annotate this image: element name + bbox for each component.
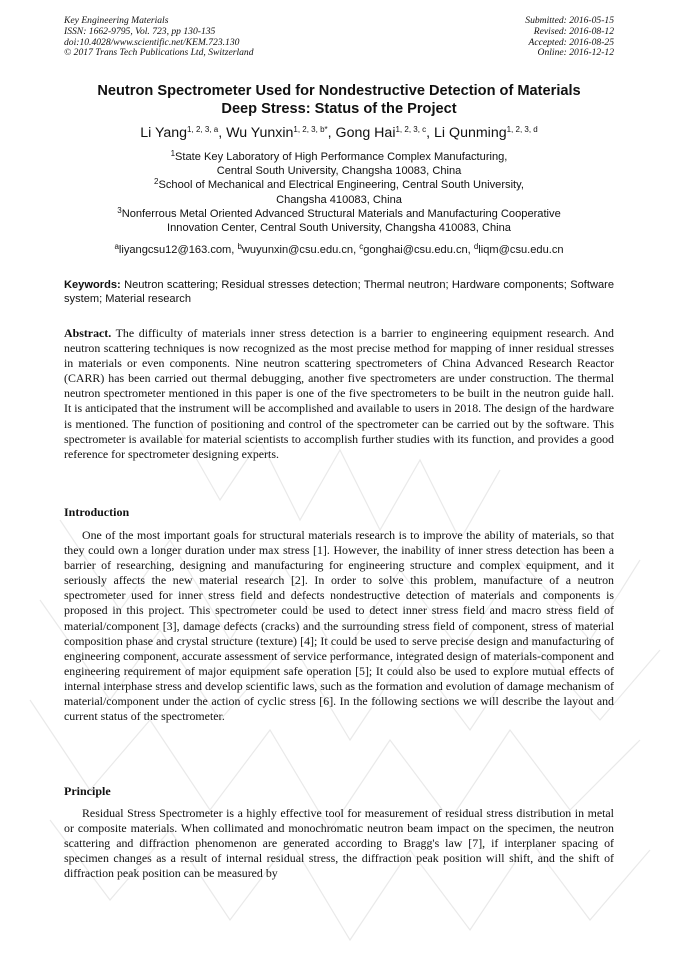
author-name: Wu Yunxin <box>226 125 294 141</box>
email-mark: a <box>114 242 119 251</box>
abstract-label: Abstract. <box>64 326 112 340</box>
journal-name: Key Engineering Materials <box>64 15 169 26</box>
affiliations <box>64 150 614 235</box>
email-separator: , <box>231 244 238 256</box>
affiliation-1 <box>64 150 614 178</box>
email-link[interactable]: wuyunxin@csu.edu.cn <box>241 244 354 256</box>
publication-dates <box>525 16 614 59</box>
title-line-2: Deep Stress: Status of the Project <box>221 101 457 117</box>
principle-heading: Principle <box>64 784 111 798</box>
affiliation-line: School of Mechanical and Electrical Engineering, Central South University, <box>158 179 524 192</box>
affiliation-line: Central South University, Changsha 10083, China <box>216 165 462 178</box>
email-mark: b <box>237 242 242 251</box>
introduction-text: One of the most important goals for structural materials research is to improve the ability of materials, so that they could own a longer duration under max stress [1]. However, the inability of inner stress detection has been a barrier of researching, designing and manufacturing for engineering structure and complex equipment, and it seriously affects the new material research [2]. In order to solve this problem, manufacture of a neutron spectrometer used for inner stress field and defects nondestructive detection of materials and components is proposed in this project. This spectrometer could be used to detect inner stress field and macro stress field of material/component [3], damage defects (cracks) and the surrounding stress field of component, stress of material composition phase and crystal structure (texture) [4]; It could be used to serve precise design and manufacturing of engineering component, accurate assessment of service performance, integrated design of materials-component and engineering requirement of major equipment safe operation [5]; It could also be used to explore mutual effects of internal interphase stress and develop scientific laws, such as the formation and evolution of damage mechanism of material/component under the action of cyclic stress [6]. In the following sections we will describe the layout and current status of the spectrometer. <box>64 528 614 724</box>
affiliation-number: 2 <box>154 177 159 187</box>
title-line-1: Neutron Spectrometer Used for Nondestructive Detection of Materials <box>97 83 581 99</box>
author-affiliation-marks: 1, 2, 3, a <box>187 125 219 134</box>
date-submitted: Submitted: 2016-05-15 <box>525 15 614 26</box>
abstract-text: The difficulty of materials inner stress detection is a barrier to engineering equipment research. And neutron scattering techniques is now recognized as the most precise method for mapping of inner residual stresses in materials or even components. Nine neutron scattering spectrometers of China Advanced Research Reactor (CARR) has been carried out thermal debugging, another five spectrometers are under construction. The thermal neutron spectrometer mentioned in this paper is one of the five spectrometers to be built in the neutron guide hall. It is anticipated that the instrument will be accomplished and available to users in 2018. The design of the hardware is mentioned. The function of positioning and control of the spectrometer can be carried out by the software. This spectrometer is available for material scientists to accomplish further studies with its function, and provides a good reference for spectrometer designing experts. <box>64 326 614 461</box>
email-separator: , <box>467 244 474 256</box>
email-link[interactable]: liyangcsu12@163.com <box>118 244 232 256</box>
principle-text: Residual Stress Spectrometer is a highly effective tool for measurement of residual stress distribution in metal or composite materials. When collimated and monochromatic neutron beam impact on the specimen, the neutron scattering and diffraction phenomenon are generated according to Bragg's law [7], if interplaner spacing of specimen changes as a result of internal residual stress, the diffraction peak position will shift, and the shift of diffraction peak position can be measured by <box>64 806 614 881</box>
author-separator: , <box>327 125 336 141</box>
paper-title <box>64 82 614 118</box>
journal-issn: ISSN: 1662-9795, Vol. 723, pp 130-135 <box>64 25 216 37</box>
affiliation-line: State Key Laboratory of High Performance Complex Manufacturing, <box>175 151 508 163</box>
affiliation-2 <box>64 178 614 206</box>
email-separator: , <box>353 244 360 256</box>
author-affiliation-marks: 1, 2, 3, c <box>395 125 427 134</box>
journal-doi: doi:10.4028/www.scientific.net/KEM.723.130 <box>64 36 240 48</box>
author-name: Li Qunming <box>434 125 507 141</box>
journal-copyright: © 2017 Trans Tech Publications Ltd, Switzerland <box>64 47 254 59</box>
affiliation-number: 3 <box>117 205 122 215</box>
email-mark: c <box>359 242 364 251</box>
affiliation-line: Nonferrous Metal Oriented Advanced Structural Materials and Manufacturing Cooperative <box>121 207 561 220</box>
author-separator: , <box>426 125 435 141</box>
author-affiliation-marks: 1, 2, 3, b* <box>293 125 328 134</box>
abstract-block <box>64 326 614 462</box>
email-link[interactable]: gonghai@csu.edu.cn <box>363 244 468 256</box>
date-online: Online: 2016-12-12 <box>537 47 614 59</box>
journal-info <box>64 16 254 59</box>
author-separator: , <box>218 125 227 141</box>
keywords-label: Keywords: <box>64 279 121 291</box>
introduction-heading: Introduction <box>64 505 130 519</box>
email-link[interactable]: liqm@csu.edu.cn <box>478 244 564 256</box>
author-name: Gong Hai <box>335 125 396 141</box>
affiliation-3 <box>64 207 614 235</box>
affiliation-line: Changsha 410083, China <box>276 193 402 206</box>
author-emails <box>64 243 614 257</box>
date-revised: Revised: 2016-08-12 <box>533 25 614 37</box>
affiliation-number: 1 <box>170 149 176 158</box>
affiliation-line: Innovation Center, Central South University, Changsha 410083, China <box>167 222 511 235</box>
author-list <box>64 124 614 142</box>
date-accepted: Accepted: 2016-08-25 <box>528 36 614 48</box>
keywords-text: Neutron scattering; Residual stresses detection; Thermal neutron; Hardware components; Software system; Material research <box>64 279 614 306</box>
keywords-block <box>64 278 614 307</box>
author-affiliation-marks: 1, 2, 3, d <box>506 125 538 134</box>
author-name: Li Yang <box>140 125 188 141</box>
email-mark: d <box>473 242 479 251</box>
